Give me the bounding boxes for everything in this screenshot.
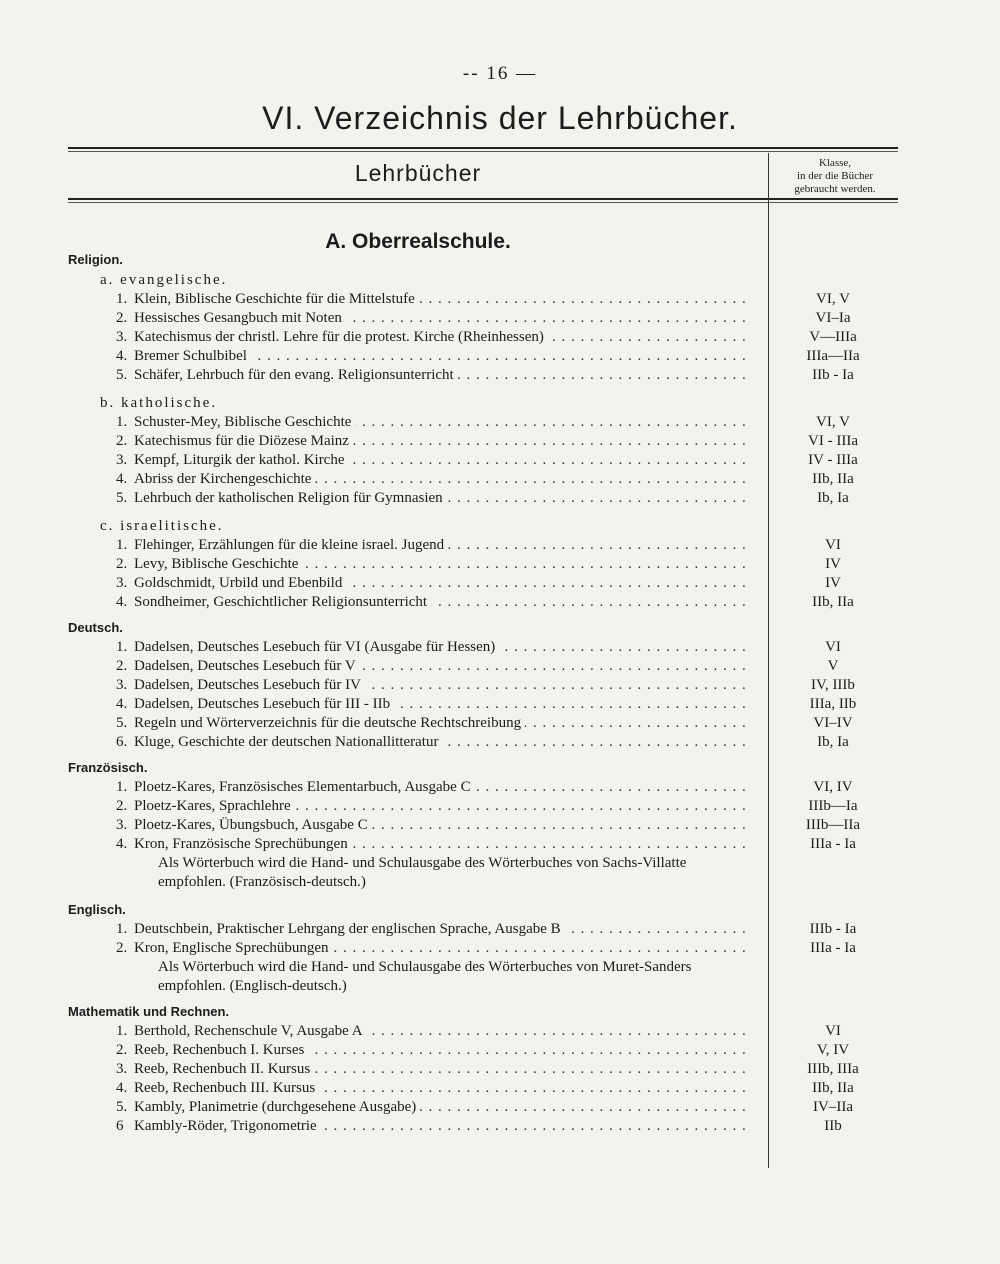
book-entry-number: 3. xyxy=(116,1061,128,1077)
subheading-evangelisch: a. evangelische. xyxy=(100,272,228,288)
book-entry-number: 3. xyxy=(116,817,128,833)
book-entry xyxy=(68,347,898,366)
book-entry-class: IV, IIIb xyxy=(811,677,855,693)
book-entry-title xyxy=(68,1098,748,1117)
book-entry-text: Dadelsen, Deutsches Lesebuch für VI (Ausgabe für Hessen) xyxy=(134,639,499,655)
book-entry-number: 1. xyxy=(116,921,128,937)
book-entry xyxy=(68,593,898,612)
book-entry-title xyxy=(68,676,748,695)
book-entry-class: VI - IIIa xyxy=(808,433,858,449)
book-entry-text: Ploetz-Kares, Französisches Elementarbuch, Ausgabe C xyxy=(134,779,475,795)
entry-group-deutsch xyxy=(68,638,898,752)
book-entry-text: Katechismus der christl. Lehre für die protest. Kirche (Rheinhessen) xyxy=(134,329,548,345)
book-entry xyxy=(68,920,898,939)
book-entry-class: IIIb - Ia xyxy=(809,921,857,937)
book-entry-number: 4. xyxy=(116,348,128,364)
book-entry-title xyxy=(68,328,748,347)
book-entry-title xyxy=(68,366,748,385)
book-entry xyxy=(68,733,898,752)
book-entry-class: IV xyxy=(825,575,841,591)
book-entry-text: Sondheimer, Geschichtlicher Religionsunterricht xyxy=(134,594,431,610)
book-entry-text: Schuster-Mey, Biblische Geschichte xyxy=(134,414,355,430)
book-entry-number: 2. xyxy=(116,310,128,326)
book-entry-title xyxy=(68,470,748,489)
entry-group-franzoesisch xyxy=(68,778,898,854)
book-entry-text: Deutschbein, Praktischer Lehrgang der englischen Sprache, Ausgabe B xyxy=(134,921,565,937)
book-entry-text: Kluge, Geschichte der deutschen Nationallitteratur xyxy=(134,734,442,750)
entry-group-israelitisch xyxy=(68,536,898,612)
book-entry-class: Ib, Ia xyxy=(817,490,849,506)
book-entry-class: IIIa - Ia xyxy=(810,940,856,956)
book-entry-class: VI–IV xyxy=(813,715,853,731)
book-entry-class: IV - IIIa xyxy=(808,452,858,468)
book-entry xyxy=(68,432,898,451)
book-entry-class: IIb, IIa xyxy=(812,594,854,610)
book-entry-text: Bremer Schulbibel xyxy=(134,348,251,364)
book-entry-number: 2. xyxy=(116,940,128,956)
book-entry xyxy=(68,1060,898,1079)
section-heading-franzoesisch: Französisch. xyxy=(68,760,148,775)
book-entry-text: Flehinger, Erzählungen für die kleine israel. Jugend xyxy=(134,537,448,553)
book-entry-title xyxy=(68,1041,748,1060)
book-entry-text: Dadelsen, Deutsches Lesebuch für III - IIb xyxy=(134,696,394,712)
book-entry-text: Ploetz-Kares, Übungsbuch, Ausgabe C xyxy=(134,817,372,833)
book-entry-number: 1. xyxy=(116,1023,128,1039)
book-entry-number: 5. xyxy=(116,715,128,731)
book-entry-text: Berthold, Rechenschule V, Ausgabe A xyxy=(134,1023,367,1039)
book-entry-text: Kambly, Planimetrie (durchgesehene Ausgabe) xyxy=(134,1099,420,1115)
section-heading-mathematik: Mathematik und Rechnen. xyxy=(68,1004,230,1019)
book-entry-title xyxy=(68,1117,748,1136)
book-entry-text: Dadelsen, Deutsches Lesebuch für V xyxy=(134,658,360,674)
book-entry-text: Reeb, Rechenbuch II. Kursus xyxy=(134,1061,314,1077)
page-number: -- 16 — xyxy=(462,63,538,84)
entry-group-katholisch xyxy=(68,413,898,508)
book-entry-title xyxy=(68,733,748,752)
table-top-rule xyxy=(68,147,898,149)
book-entry-title xyxy=(68,309,748,328)
book-entry-class: IIb, IIa xyxy=(812,471,854,487)
book-entry-text: Kambly-Röder, Trigonometrie xyxy=(134,1118,321,1134)
book-entry-text: Kron, Englische Sprechübungen xyxy=(134,940,333,956)
book-entry-title xyxy=(68,489,748,508)
book-entry xyxy=(68,574,898,593)
book-entry-text: Goldschmidt, Urbild und Ebenbild xyxy=(134,575,346,591)
book-entry-number: 4. xyxy=(116,594,128,610)
book-entry-number: 3. xyxy=(116,575,128,591)
book-list xyxy=(68,250,898,1136)
book-entry-text: Reeb, Rechenbuch I. Kurses xyxy=(134,1042,308,1058)
book-entry-class: V xyxy=(827,658,839,674)
subheading-israelitisch: c. israelitische. xyxy=(100,518,224,534)
book-entry-text: Kron, Französische Sprechübungen xyxy=(134,836,352,852)
book-entry-number: 1. xyxy=(116,291,128,307)
book-entry-title xyxy=(68,1022,748,1041)
book-entry-number: 3. xyxy=(116,677,128,693)
book-entry-title xyxy=(68,432,748,451)
book-entry xyxy=(68,489,898,508)
book-entry-number: 1. xyxy=(116,414,128,430)
book-entry-title xyxy=(68,939,748,958)
book-entry-text: Regeln und Wörterverzeichnis für die deutsche Rechtschreibung xyxy=(134,715,525,731)
subheading-katholisch: b. katholische. xyxy=(100,395,218,411)
book-entry-text: Levy, Biblische Geschichte xyxy=(134,556,302,572)
book-entry-class: IV xyxy=(825,556,841,572)
book-entry-number: 2. xyxy=(116,658,128,674)
book-entry-class: VI xyxy=(825,639,841,655)
book-entry-number: 5. xyxy=(116,490,128,506)
entry-group-englisch xyxy=(68,920,898,958)
book-entry xyxy=(68,939,898,958)
book-entry-title xyxy=(68,1060,748,1079)
book-entry-text: Abriss der Kirchengeschichte xyxy=(134,471,315,487)
book-entry-class: Ib, Ia xyxy=(817,734,849,750)
book-entry xyxy=(68,714,898,733)
book-entry-title xyxy=(68,347,748,366)
book-entry-title xyxy=(68,816,748,835)
book-entry-title xyxy=(68,555,748,574)
book-entry xyxy=(68,676,898,695)
book-entry-text: Reeb, Rechenbuch III. Kursus xyxy=(134,1080,319,1096)
book-entry-class: VI, V xyxy=(816,291,850,307)
book-entry-title xyxy=(68,695,748,714)
book-entry xyxy=(68,1098,898,1117)
book-entry-title xyxy=(68,920,748,939)
book-entry-text: Ploetz-Kares, Sprachlehre xyxy=(134,798,295,814)
book-entry-text: Schäfer, Lehrbuch für den evang. Religionsunterricht xyxy=(134,367,458,383)
header-bottom-rule-thin xyxy=(68,202,898,203)
book-entry xyxy=(68,290,898,309)
entry-group-evangelisch xyxy=(68,290,898,385)
book-entry-class: IIIb—IIa xyxy=(805,817,861,833)
book-entry-title xyxy=(68,593,748,612)
book-entry-class: VI, V xyxy=(816,414,850,430)
book-entry xyxy=(68,328,898,347)
section-heading-englisch: Englisch. xyxy=(68,902,126,917)
book-entry-number: 4. xyxy=(116,696,128,712)
book-entry-class: IIIb—Ia xyxy=(808,798,858,814)
book-entry-number: 2. xyxy=(116,433,128,449)
book-entry-class: IIIb, IIIa xyxy=(807,1061,859,1077)
book-entry-title xyxy=(68,1079,748,1098)
book-entry-title xyxy=(68,778,748,797)
book-entry xyxy=(68,451,898,470)
book-entry-class: VI, IV xyxy=(813,779,853,795)
book-entry-title xyxy=(68,797,748,816)
book-entry xyxy=(68,816,898,835)
book-entry-text: Dadelsen, Deutsches Lesebuch für IV xyxy=(134,677,365,693)
book-entry-class: VI xyxy=(825,1023,841,1039)
book-entry-number: 1. xyxy=(116,779,128,795)
table-top-rule-thin xyxy=(68,151,898,152)
book-entry xyxy=(68,835,898,854)
book-entry-title xyxy=(68,657,748,676)
book-entry xyxy=(68,470,898,489)
book-entry-text: Kempf, Liturgik der kathol. Kirche xyxy=(134,452,349,468)
book-entry xyxy=(68,778,898,797)
book-entry xyxy=(68,797,898,816)
book-entry xyxy=(68,1022,898,1041)
book-entry-title xyxy=(68,835,748,854)
book-entry-class: IIIa, IIb xyxy=(809,696,857,712)
book-entry-number: 4. xyxy=(116,836,128,852)
book-entry xyxy=(68,1041,898,1060)
book-entry-number: 6. xyxy=(116,734,128,750)
book-entry xyxy=(68,413,898,432)
entry-group-mathematik xyxy=(68,1022,898,1136)
book-entry-title xyxy=(68,536,748,555)
book-entry xyxy=(68,366,898,385)
book-entry-class: IV–IIa xyxy=(813,1099,853,1115)
book-entry-text: Katechismus für die Diözese Mainz xyxy=(134,433,353,449)
book-entry-title xyxy=(68,574,748,593)
section-heading-deutsch: Deutsch. xyxy=(68,620,123,635)
column-header-books: Lehrbücher xyxy=(354,160,482,186)
column-header-class-line: gebraucht werden. xyxy=(794,183,876,195)
book-entry-class: IIb, IIa xyxy=(812,1080,854,1096)
book-entry-title xyxy=(68,714,748,733)
book-entry-number: 2. xyxy=(116,798,128,814)
note-franzoesisch: Als Wörterbuch wird die Hand- und Schulausgabe des Wörterbuches von Sachs-Villatte empfohlen. (Französisch-deutsch.) xyxy=(158,855,687,890)
book-entry-class: IIb - Ia xyxy=(812,367,854,383)
book-entry xyxy=(68,555,898,574)
book-entry-number: 6 xyxy=(116,1118,124,1134)
school-title: A. Oberrealschule. xyxy=(325,230,511,253)
book-entry-class: IIb xyxy=(824,1118,842,1134)
book-entry-class: V, IV xyxy=(816,1042,850,1058)
column-header-class-line: Klasse, xyxy=(818,157,852,169)
book-entry-number: 5. xyxy=(116,367,128,383)
book-entry xyxy=(68,1117,898,1136)
book-entry-number: 5. xyxy=(116,1099,128,1115)
page-title: VI. Verzeichnis der Lehrbücher. xyxy=(262,100,738,136)
book-entry-number: 3. xyxy=(116,452,128,468)
book-entry-number: 4. xyxy=(116,471,128,487)
book-entry-text: Hessisches Gesangbuch mit Noten xyxy=(134,310,346,326)
book-entry-title xyxy=(68,638,748,657)
section-heading-religion: Religion. xyxy=(68,252,123,267)
book-entry-class: VI xyxy=(825,537,841,553)
book-entry-number: 1. xyxy=(116,537,128,553)
book-entry-number: 3. xyxy=(116,329,128,345)
note-englisch: Als Wörterbuch wird die Hand- und Schulausgabe des Wörterbuches von Muret-Sanders empfohlen. (Englisch-deutsch.) xyxy=(158,959,692,994)
header-bottom-rule xyxy=(68,198,898,200)
book-entry-class: VI–Ia xyxy=(815,310,851,326)
column-header-class xyxy=(772,157,898,196)
book-entry-title xyxy=(68,413,748,432)
book-entry-number: 2. xyxy=(116,1042,128,1058)
book-entry xyxy=(68,309,898,328)
book-entry xyxy=(68,1079,898,1098)
book-entry-class: V—IIIa xyxy=(809,329,857,345)
book-entry xyxy=(68,536,898,555)
book-entry-number: 2. xyxy=(116,556,128,572)
book-entry-text: Lehrbuch der katholischen Religion für Gymnasien xyxy=(134,490,447,506)
book-entry-class: IIIa—IIa xyxy=(806,348,860,364)
book-entry-title xyxy=(68,290,748,309)
book-entry xyxy=(68,695,898,714)
book-entry-class: IIIa - Ia xyxy=(810,836,856,852)
book-entry xyxy=(68,638,898,657)
book-entry-title xyxy=(68,451,748,470)
book-entry-number: 1. xyxy=(116,639,128,655)
book-entry xyxy=(68,657,898,676)
book-entry-number: 4. xyxy=(116,1080,128,1096)
book-entry-text: Klein, Biblische Geschichte für die Mittelstufe xyxy=(134,291,419,307)
column-header-class-line: in der die Bücher xyxy=(796,170,874,182)
